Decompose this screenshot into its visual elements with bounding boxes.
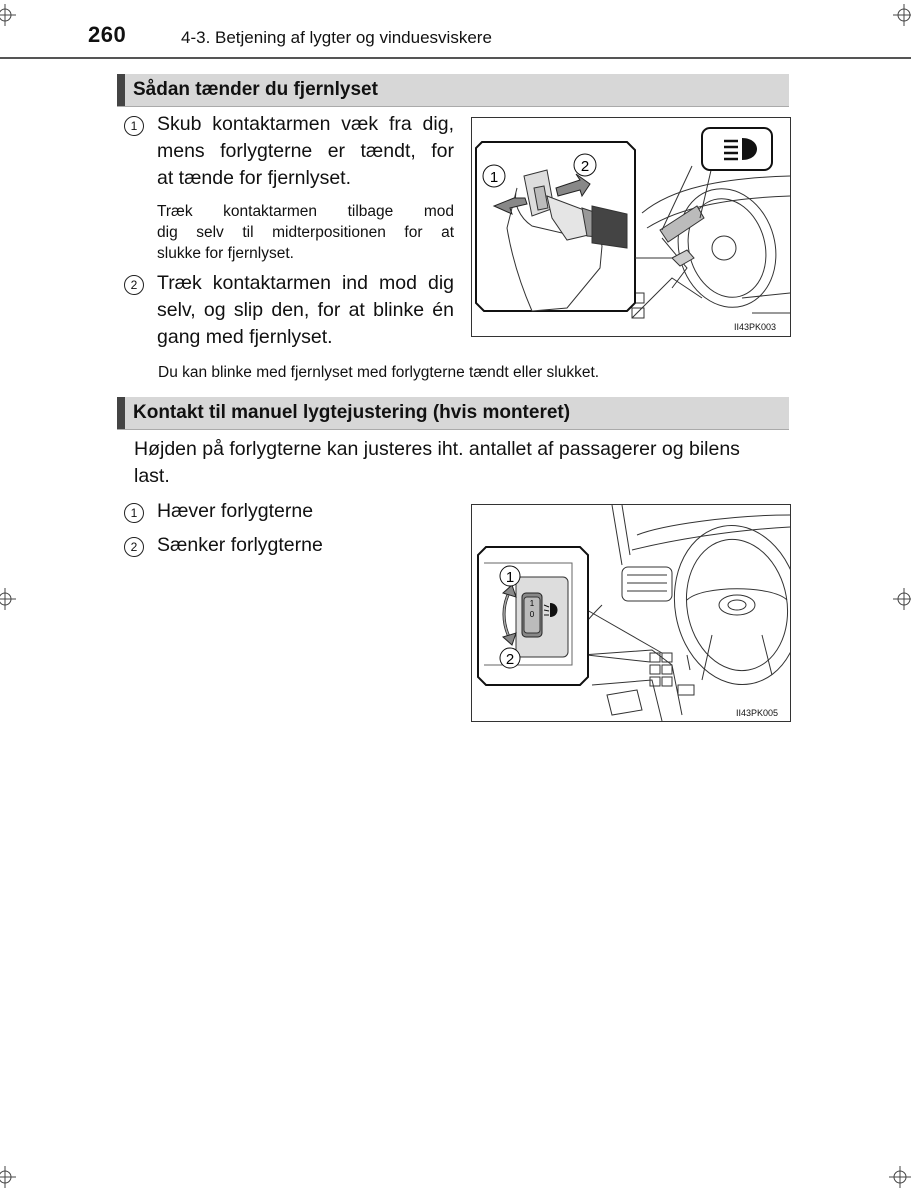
figure-1-callout-1: 1 [489, 169, 499, 186]
figure-high-beam-lever [471, 117, 791, 337]
note-line-3: slukke for fjernlyset. [157, 245, 294, 262]
note-line-1: Træk kontaktarmen tilbage mod [157, 203, 454, 220]
figure-headlight-leveling-dial [471, 504, 791, 722]
figure-code: II43PK005 [736, 708, 779, 718]
intro-line-2: last. [134, 465, 170, 487]
step-2-line-3: gang med fjernlyset. [157, 326, 333, 348]
figure-code: II43PK003 [734, 322, 777, 332]
registration-mark-icon [0, 588, 16, 610]
section-heading-headlight-leveling [117, 397, 789, 430]
step-2-line-2: selv, og slip den, for at blinke én [157, 299, 454, 321]
section-title: Sådan tænder du fjernlyset [133, 79, 378, 100]
registration-mark-icon [0, 4, 16, 26]
item-1-label: Hæver forlygterne [157, 500, 314, 522]
step-number-2: 2 [124, 275, 144, 295]
section-accent [117, 74, 125, 106]
running-head: 4-3. Betjening af lygter og vinduesviskere [181, 28, 492, 47]
item-number-1: 1 [124, 503, 144, 523]
registration-mark-icon [0, 1166, 16, 1188]
note-line-2: dig selv til midterpositionen for at [157, 224, 454, 241]
item-2-label: Sænker forlygterne [157, 534, 323, 556]
section-title: Kontakt til manuel lygtejustering (hvis monteret) [133, 402, 571, 423]
registration-mark-icon [893, 588, 911, 610]
step-2-text [157, 270, 454, 351]
step-1-line-1: Skub kontaktarmen væk fra dig, [157, 113, 454, 135]
dial-mark-mid: 0 [529, 610, 535, 619]
step-1-note [157, 201, 454, 264]
step-1-text [157, 111, 454, 192]
intro-text [134, 436, 790, 490]
section-heading-high-beam [117, 74, 789, 107]
step-2-line-1: Træk kontaktarmen ind mod dig [157, 272, 454, 294]
figure-1-callout-2: 2 [580, 158, 590, 175]
header-rule [0, 57, 911, 59]
intro-line-1: Højden på forlygterne kan justeres iht. antallet af passagerer og bilens [134, 438, 740, 460]
registration-mark-icon [889, 1166, 911, 1188]
step-1-line-2: mens forlygterne er tændt, for [157, 140, 454, 162]
step-1-line-3: at tænde for fjernlyset. [157, 167, 352, 189]
figure-2-callout-2: 2 [505, 651, 515, 668]
footnote: Du kan blinke med fjernlyset med forlygterne tændt eller slukket. [158, 364, 600, 381]
dial-mark-top: 1 [529, 599, 535, 608]
registration-mark-icon [893, 4, 911, 26]
figure-2-callout-1: 1 [505, 569, 515, 586]
section-accent [117, 397, 125, 429]
step-number-1: 1 [124, 116, 144, 136]
item-number-2: 2 [124, 537, 144, 557]
page-number: 260 [88, 22, 127, 47]
